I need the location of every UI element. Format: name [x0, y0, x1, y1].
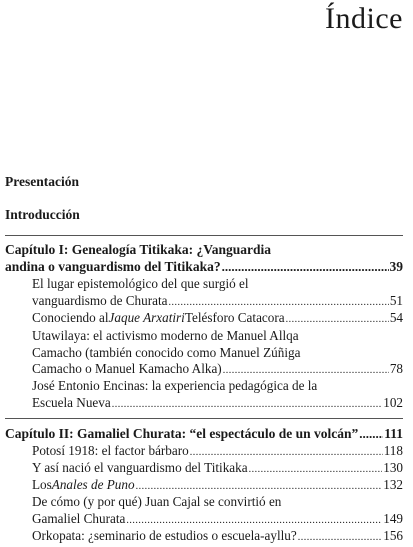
divider	[5, 418, 403, 419]
entry-text-line1: Utawilaya: el activismo moderno de Manuel Allqa	[32, 328, 299, 343]
dot-leader	[126, 511, 382, 524]
toc-entry	[32, 528, 403, 545]
section-introduccion: Introducción	[5, 207, 80, 222]
entry-text-line1: Orkopata: ¿seminario de estudios o escuela-ayllu?	[32, 528, 297, 543]
entry-text-post: Telésforo Catacora	[184, 310, 285, 325]
toc-entry	[32, 460, 403, 477]
entry-page: 118	[383, 443, 403, 458]
chapter-1-title-line1: Capítulo I: Genealogía Titikaka: ¿Vanguardia	[5, 242, 272, 257]
entry-text-line2: Camacho (también conocido como Manuel Zúñiga	[32, 344, 301, 360]
entry-page: 102	[383, 394, 403, 410]
entry-text-line2: Escuela Nueva	[32, 394, 111, 410]
entry-text-pre: Los	[32, 477, 52, 492]
dot-leader	[190, 443, 383, 456]
page-title: Índice	[325, 2, 403, 35]
chapter-1-title-line2: andina o vanguardismo del Titikaka?	[5, 259, 221, 274]
toc-entry	[32, 494, 403, 527]
entry-text-line1: El lugar epistemológico del que surgió el	[32, 276, 249, 291]
dot-leader	[222, 258, 389, 272]
dot-leader	[136, 477, 383, 490]
entry-text-line1: Y así nació el vanguardismo del Titikaka	[32, 460, 248, 475]
chapter-2-heading	[5, 425, 403, 442]
dot-leader	[249, 460, 383, 473]
entry-page: 149	[383, 510, 403, 526]
toc-entry	[32, 443, 403, 460]
dot-leader	[112, 395, 382, 408]
dot-leader	[286, 310, 389, 323]
entry-text-line1: De cómo (y por qué) Juan Cajal se convirtió en	[32, 494, 282, 509]
section-presentacion: Presentación	[5, 174, 79, 189]
entry-text-italic: Jaque Arxatiri	[108, 310, 185, 325]
toc-entry	[32, 378, 403, 411]
entry-page: 78	[389, 361, 403, 376]
dot-leader	[223, 361, 389, 374]
toc-entry	[32, 276, 403, 309]
chapter-2-title: Capítulo II: Gamaliel Churata: “el espectáculo de un volcán”	[5, 426, 359, 441]
entry-page: 132	[383, 477, 403, 492]
entry-text-line2: vanguardismo de Churata	[32, 292, 168, 308]
entry-text-italic: Anales de Puno	[51, 477, 135, 492]
toc-entry	[32, 328, 403, 378]
chapter-1-page: 39	[389, 259, 403, 274]
entry-text-line3: Camacho o Manuel Kamacho Alka)	[32, 361, 222, 376]
entry-page: 51	[389, 292, 403, 308]
chapter-2-page: 111	[384, 426, 403, 441]
entry-text-line1: José Entonio Encinas: la experiencia pedagógica de la	[32, 378, 318, 393]
entry-page: 54	[389, 310, 403, 325]
entry-text-pre: Conociendo al	[32, 310, 109, 325]
entry-page: 130	[383, 460, 403, 475]
toc-entry	[32, 310, 403, 327]
entry-text-line1: Potosí 1918: el factor bárbaro	[32, 443, 189, 458]
toc-entry	[32, 477, 403, 494]
entry-page: 156	[383, 528, 403, 543]
dot-leader	[169, 293, 389, 306]
dot-leader	[359, 425, 383, 439]
entry-text-line2: Gamaliel Churata	[32, 510, 126, 526]
divider	[5, 235, 403, 236]
dot-leader	[298, 528, 382, 541]
chapter-1-heading	[5, 241, 403, 275]
